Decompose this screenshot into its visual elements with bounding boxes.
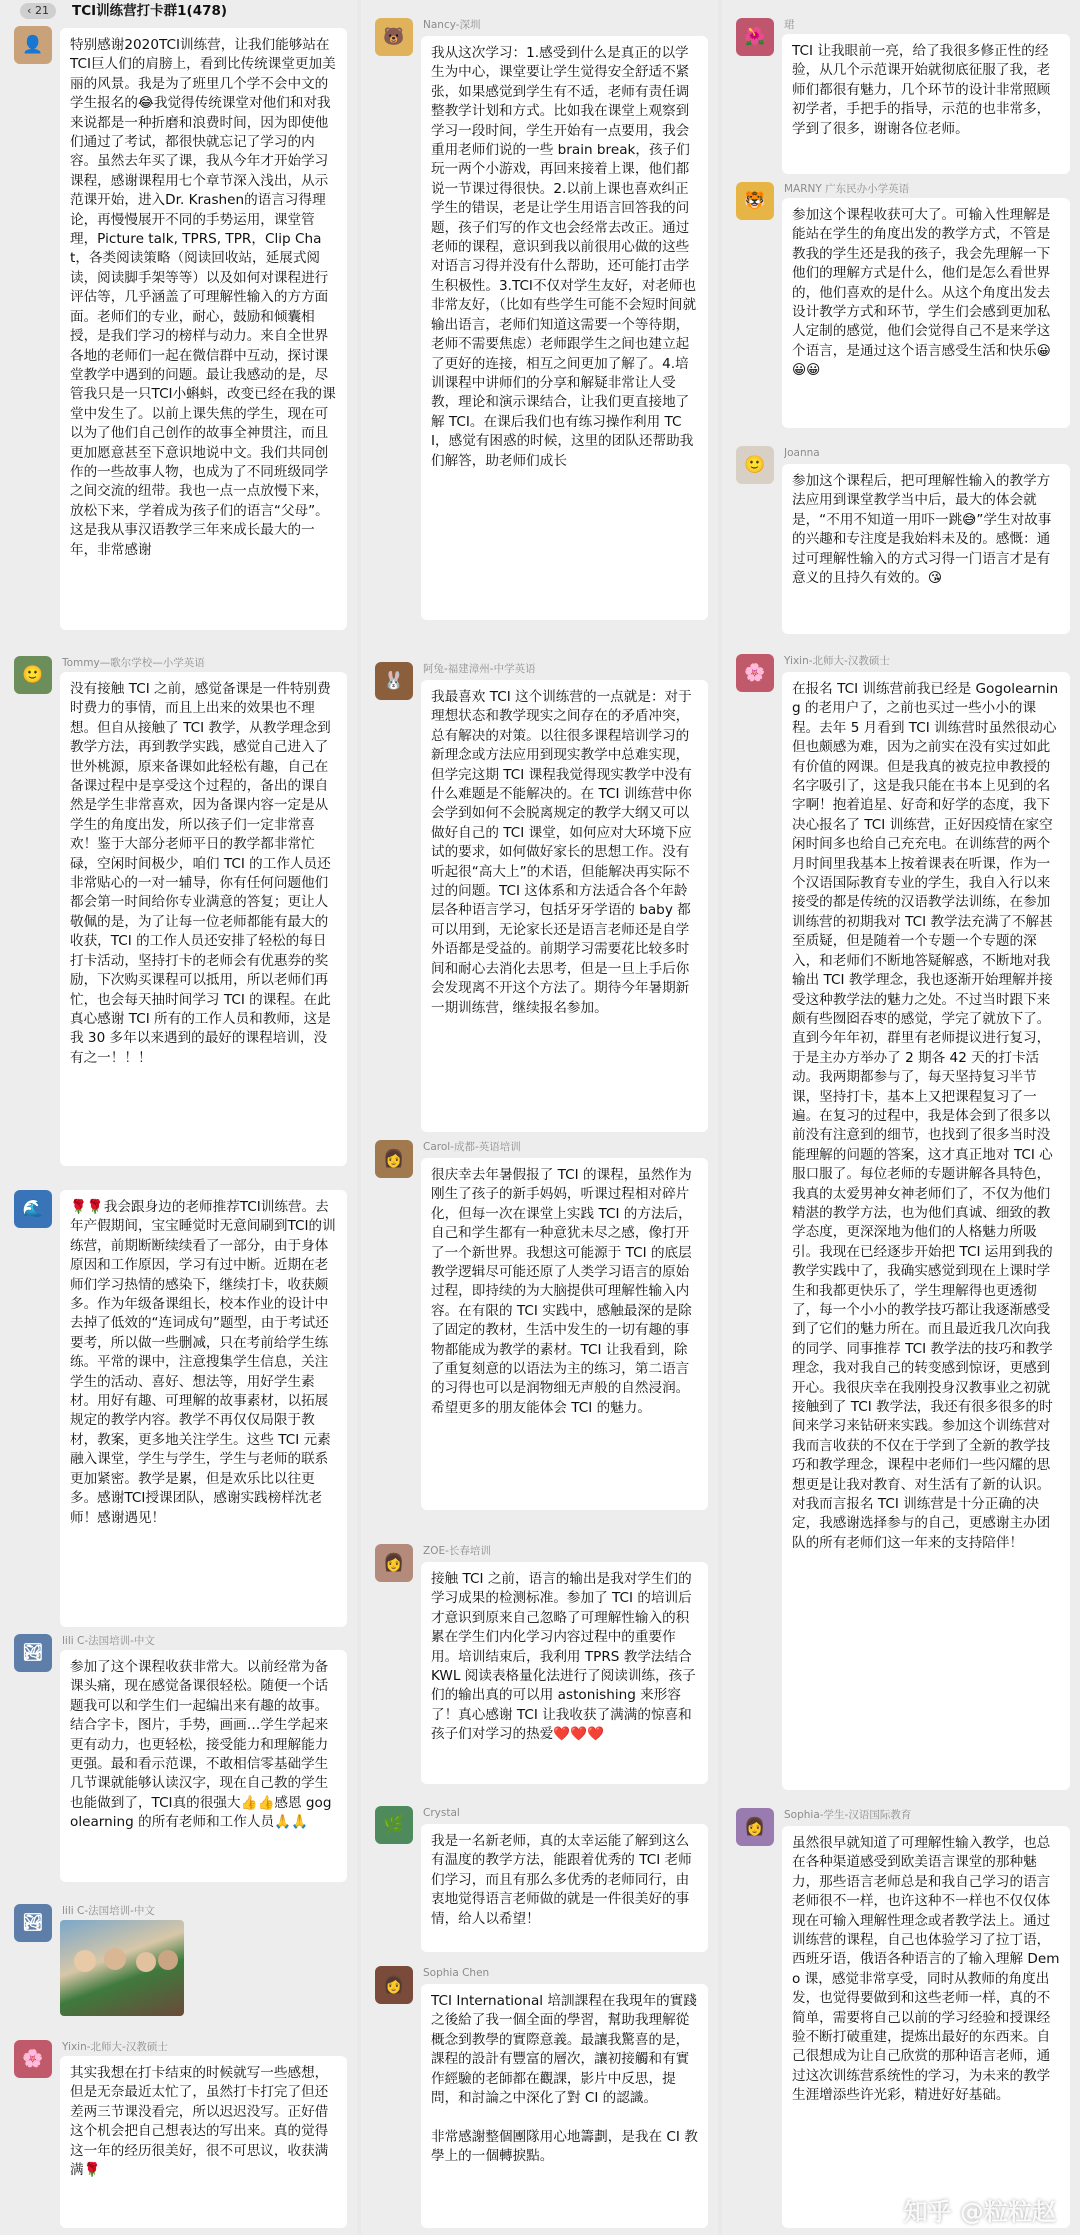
message-bubble[interactable]: 参加这个课程后，把可理解性输入的教学方法应用到课堂教学当中后，最大的体会就是，“不用不知道一用吓一跳😅”学生对故事的兴趣和专注度是我始料未及的。感慨：通过可理解性输入的方式习得一门语言才是有意义的且持久有效的。😘	[782, 464, 1070, 634]
avatar-icon[interactable]: 🌿	[375, 1806, 413, 1844]
message-bubble[interactable]: 我是一名新老师，真的太幸运能了解到这么有温度的教学方法，能跟着优秀的 TCI 老师们学习，而且有那么多优秀的老师同行，由衷地觉得语言老师做的就是一件很美好的事情，给人以希望！	[421, 1824, 708, 1952]
avatar-icon[interactable]: 🌺	[736, 18, 774, 56]
classroom-photo[interactable]	[60, 1920, 184, 2016]
message-bubble[interactable]: TCI 让我眼前一亮，给了我很多修正性的经验，从几个示范课开始就彻底征服了我，老师们都很有魅力，几个环节的设计非常照顾初学者，手把手的指导，示范的也非常多，学到了很多，谢谢各位老师。	[782, 34, 1070, 174]
sender-name: Yixin-北师大-汉教硕士	[62, 2041, 168, 2053]
sender-name: Carol-成都-英语培训	[423, 1141, 521, 1153]
sender-name: ZOE-长春培训	[423, 1545, 491, 1557]
avatar-icon[interactable]: 🙂	[14, 656, 52, 694]
message-bubble[interactable]: 其实我想在打卡结束的时候就写一些感想，但是无奈最近太忙了，虽然打卡打完了但还差两三节课没看完，所以迟迟没写。正好借这个机会把自己想表达的写出来。真的觉得这一年的经历很美好，很不可思议，收获满满🌹	[60, 2056, 347, 2228]
unread-count: 21	[34, 4, 49, 17]
message-bubble[interactable]: TCI International 培訓課程在我現年的實踐之後給了我一個全面的學習，幫助我理解從概念到教學的實際意義。最讓我驚喜的是，課程的設計有豐富的層次，讓初接觸和有實作經驗的老師都在觀課，影片中反思，提問，和討論之中深化了對 CI 的認識。 非常感謝整個團隊用心地籌劃，是我在 CI 教學上的一個轉捩點。	[421, 1984, 708, 2228]
screenshot-column-2	[361, 0, 718, 2235]
message-bubble[interactable]: 接触 TCI 之前，语言的输出是我对学生们的学习成果的检测标准。参加了 TCI 的培训后才意识到原来自己忽略了可理解性输入的积累在学生们内化学习内容过程中的重要作用。培训结束后，我利用 TPRS 教学法结合 KWL 阅读表格量化法进行了阅读训练，孩子们的输出真的可以用 astonishing 来形容了！真心感谢 TCI 让我收获了满满的惊喜和孩子们对学习的热爱❤️❤️❤️	[421, 1562, 708, 1784]
chat-title: TCI训练营打卡群1(478)	[72, 3, 228, 19]
sender-name: Yixin-北师大-汉教硕士	[784, 655, 890, 667]
sender-name: Nancy-深圳	[423, 19, 481, 31]
avatar-icon[interactable]: 🏞	[14, 1634, 52, 1672]
sender-name: 阿兔-福建漳州-中学英语	[423, 663, 536, 675]
avatar-icon[interactable]: 👩	[736, 1808, 774, 1846]
message-bubble[interactable]: 没有接触 TCI 之前，感觉备课是一件特别费时费力的事情，而且上出来的效果也不理想。但自从接触了 TCI 教学，从教学理念到教学方法，再到教学实践，感觉自己进入了世外桃源，原来备课如此轻松有趣，自己在备课过程中是享受这个过程的，备出的课自然是学生非常喜欢，因为备课内容一定是从学生的角度出发，所以孩子们一定非常喜欢！鉴于大部分老师平日的教学都非常忙碌，空闲时间极少，咱们 TCI 的工作人员还非常贴心的一对一辅导，你有任何问题他们都会第一时间给你专业满意的答复；更让人敬佩的是，为了让每一位老师都能有最大的收获，TCI 的工作人员还安排了轻松的每日打卡活动，坚持打卡的老师会有优惠券的奖励，下次购买课程可以抵用，所以老师们再忙，也会每天抽时间学习 TCI 的课程。在此真心感谢 TCI 所有的工作人员和教师，这是我 30 多年以来遇到的最好的课程培训，没有之一！！！	[60, 672, 347, 1166]
sender-name: Tommy—歌尔学校—小学英语	[62, 657, 205, 669]
avatar-icon[interactable]: 👩	[375, 1966, 413, 2004]
message-bubble[interactable]: 在报名 TCI 训练营前我已经是 Gogolearning 的老用户了，之前也买过一些小小的课程。去年 5 月看到 TCI 训练营时虽然很动心但也颇感为难，因为之前实在没有实过如此有价值的网课。但是我真的被克拉申教授的名字吸引了，这是我只能在书本上见到的名字啊！抱着追星、好奇和好学的态度，我下决心报名了 TCI 训练营，正好因疫情在家空闲时间多也给自己充充电。在训练营的两个月时间里我基本上按着课表在听课，作为一个汉语国际教育专业的学生，我自入行以来接受的都是传统的汉语教学法训练，在参加训练营的初期我对 TCI 教学法充满了不解甚至质疑，但是随着一个专题一个专题的深入，和老师们不断地答疑解惑，不断地对我输出 TCI 教学理念，我也逐渐开始理解并接受这种教学法的魅力之处。不过当时跟下来颇有些囫囵吞枣的感觉，学完了就放下了。直到今年年初，群里有老师提议进行复习，于是主办方举办了 2 期各 42 天的打卡活动。我两期都参与了，每天坚持复习半节课，坚持打卡，基本上又把课程复习了一遍。在复习的过程中，我是体会到了很多以前没有注意到的细节，也找到了很多当时没能理解的问题的答案，这才真正地对 TCI 心服口服了。每位老师的专题讲解各具特色，我真的太爱男神女神老师们了，不仅为他们精湛的教学方法，也为他们真诚、细致的教学态度，更深深地为他们的人格魅力所吸引。我现在已经逐步开始把 TCI 运用到我的教学实践中了，我确实感觉到现在上课时学生和我都更快乐了，学生理解得也更透彻了，每一个小小的教学技巧都让我逐渐感受到了它们的魅力所在。而且最近我几次向我的同学、同事推荐 TCI 教学法的技巧和教学理念，我对我自己的转变感到惊讶，更感到开心。我很庆幸在我刚投身汉教事业之初就接触到了 TCI 教学法，我还有很多很多的时间来学习来钻研来实践。参加这个训练营对我而言收获的不仅在于学到了全新的教学技巧和教学理念，课程中老师们一些闪耀的思想更是让我对教育、对生活有了新的认识。对我而言报名 TCI 训练营是十分正确的决定，我感谢选择参与的自己，更感谢主办团队的所有老师们这一年来的支持陪伴！	[782, 672, 1070, 1790]
avatar-icon[interactable]: 🙂	[736, 446, 774, 484]
sender-name: Joanna	[784, 447, 820, 459]
sender-name: Crystal	[423, 1807, 460, 1819]
avatar-icon[interactable]: 🐯	[736, 182, 774, 220]
sender-name: 珺	[784, 19, 795, 31]
watermark: 知乎 @粒粒赵	[903, 2198, 1056, 2226]
message-bubble[interactable]: 虽然很早就知道了可理解性输入教学，也总在各种渠道感受到欧美语言课堂的那种魅力，那些语言老师总是和我自己学习的语言老师很不一样，也许这种不一样也不仅仅体现在可输入理解性理念或者教学法上。通过训练营的课程，自己也体验学习了拉丁语，西班牙语，俄语各种语言的了输入理解 Demo 课，感觉非常享受，同时从教师的角度出发，也觉得要做到和这些老师一样，真的不简单，需要将自己以前的学习经验和授课经验不断打破重建，提炼出最好的东西来。自己很想成为让自己欣赏的那种语言老师，通过这次训练营系统性的学习，为未来的教学生涯增添些许光彩，精进好好基础。	[782, 1826, 1070, 2228]
avatar-icon[interactable]: 🏞	[14, 1904, 52, 1942]
avatar-icon[interactable]: 👤	[14, 26, 52, 64]
sender-name: lili C-法国培训-中文	[62, 1905, 155, 1917]
message-bubble[interactable]: 参加这个课程收获可大了。可输入性理解是能站在学生的角度出发的教学方式，不管是教我的学生还是我的孩子，我会先理解一下他们的理解方式是什么，他们是怎么看世界的，他们喜欢的是什么。从这个角度出发去设计教学方式和环节，学生们会感到更加私人定制的感觉，他们会觉得自己不是来学这个语言，是通过这个语言感受生活和快乐😀😀😀	[782, 198, 1070, 428]
sender-name: Sophia-学生-汉语国际教育	[784, 1809, 912, 1821]
sender-name: lili C-法国培训-中文	[62, 1635, 155, 1647]
avatar-icon[interactable]: 🐻	[375, 18, 413, 56]
avatar-icon[interactable]: 🌸	[736, 654, 774, 692]
sender-name: MARNY 广东民办小学英语	[784, 183, 910, 195]
message-bubble[interactable]: 我最喜欢 TCI 这个训练营的一点就是：对于理想状态和教学现实之间存在的矛盾冲突，总有解决的对策。以往很多课程培训学习的新理念或方法应用到现实教学中总难实现，但学完这期 TCI 课程我觉得现实教学中没有什么难题是不能解决的。在 TCI 训练营中你会学到如何不会脱离规定的教学大纲又可以做好自己的 TCI 课堂，如何应对大环境下应试的要求，如何做好家长的思想工作。没有听起很“高大上”的术语，但能解决再实际不过的问题。TCI 这体系和方法适合各个年龄层各种语言学习，包括牙牙学语的 baby 都可以用到，无论家长还是语言老师还是自学外语都是受益的。前期学习需要花比较多时间和耐心去消化去思考，但是一旦上手后你会发现离不开这个方法了。期待今年暑期新一期训练营，继续报名参加。	[421, 680, 708, 1132]
screenshot-column-1	[0, 0, 357, 2235]
message-bubble[interactable]: 特别感谢2020TCI训练营，让我们能够站在TCI巨人们的肩膀上，看到比传统课堂更加美丽的风景。我是为了班里几个学不会中文的学生报名的😂我觉得传统课堂对他们和对我来说都是一种折磨和浪费时间，因为即使他们通过了考试，都很快就忘记了学习的内容。虽然去年买了课，我从今年才开始学习课程，感谢课程用七个章节深入浅出，从示范课开始，进入Dr. Krashen的语言习得理论，再慢慢展开不同的手势运用，课堂管理，Picture talk, TPRS, TPR，Clip Chat，各类阅读策略（阅读回收站，延展式阅读，阅读脚手架等等）以及如何对课程进行评估等，几乎涵盖了可理解性输入的方方面面。老师们的专业，耐心，鼓励和倾囊相授，是我们学习的榜样与动力。来自全世界各地的老师们一起在微信群中互动，探讨课堂教学中遇到的问题。最让我感动的是，尽管我只是一只TCI小蝌蚪，改变已经在我的课堂中发生了。以前上课失焦的学生，现在可以为了他们自己创作的故事全神贯注，而且更加愿意甚至下意识地说中文。我们共同创作的一些故事人物，也成为了不同班级同学之间交流的纽带。我也一点一点放慢下来，放松下来，学着成为孩子们的语言“父母”。这是我从事汉语教学三年来成长最大的一年，非常感谢	[60, 28, 347, 630]
avatar-icon[interactable]: 👩	[375, 1544, 413, 1582]
message-bubble[interactable]: 参加了这个课程收获非常大。以前经常为备课头痛，现在感觉备课很轻松。随便一个话题我可以和学生们一起编出来有趣的故事。结合字卡，图片，手势，画画…学生学起来更有动力，也更轻松，接受能力和理解能力更强。最和看示范课，不敢相信零基础学生几节课就能够认读汉字，现在自己教的学生也能做到了，TCI真的很强大👍👍感恩 gogolearning 的所有老师和工作人员🙏🙏	[60, 1650, 347, 1882]
back-button[interactable]: ‹ 21	[20, 3, 56, 19]
chat-header	[0, 0, 357, 22]
avatar-icon[interactable]: 🐰	[375, 662, 413, 700]
avatar-icon[interactable]: 🌸	[14, 2040, 52, 2078]
sender-name: Sophia Chen	[423, 1967, 490, 1979]
message-bubble[interactable]: 🌹🌹我会跟身边的老师推荐TCI训练营。去年产假期间，宝宝睡觉时无意间刷到TCI的训练营，前期断断续续看了一部分，由于身体原因和工作原因，学习有过中断。近期在老师们学习热情的感染下，继续打卡，收获颇多。作为年级备课组长，校本作业的设计中去掉了低效的“连词成句”题型，由于考试还要考，所以做一些删减，只在考前给学生练练。平常的课中，注意搜集学生信息，关注学生的活动、喜好、想法等，用好学生素材。用好有趣、可理解的故事素材，以拓展规定的教学内容。教学不再仅仅局限于教材，教案，更多地关注学生。这些 TCI 元素融入课堂，学生与学生，学生与老师的联系更加紧密。教学是累，但是欢乐比以往更多。感谢TCI授课团队，感谢实践榜样沈老师！感谢遇见！	[60, 1190, 347, 1627]
avatar-icon[interactable]: 👩	[375, 1140, 413, 1178]
message-bubble[interactable]: 很庆幸去年暑假报了 TCI 的课程，虽然作为刚生了孩子的新手妈妈，听课过程相对碎片化，但每一次在课堂上实践 TCI 的方法后，自己和学生都有一种意犹未尽之感，像打开了一个新世界。我想这可能源于 TCI 的底层教学逻辑尽可能还原了人类学习语言的原始过程，即持续的为大脑提供可理解性输入内容。在有限的 TCI 实践中，感触最深的是除了固定的教材，生活中发生的一切有趣的事物都能成为教学的素材。TCI 让我看到，除了重复刻意的以语法为主的练习，第二语言的习得也可以是润物细无声般的自然浸润。希望更多的朋友能体会 TCI 的魅力。	[421, 1158, 708, 1510]
avatar-icon[interactable]: 🌊	[14, 1190, 52, 1228]
screenshot-column-3	[722, 0, 1080, 2235]
message-bubble[interactable]: 我从这次学习：1.感受到什么是真正的以学生为中心，课堂要让学生觉得安全舒适不紧张，如果感觉到学生有不适，老师有责任调整教学计划和方式。比如我在课堂上观察到学习一段时间，学生开始有一点要用，我会重用老师们说的一些 brain break，孩子们玩一两个小游戏，再回来接着上课，他们都说一节课过得很快。2.以前上课也喜欢纠正学生的错误，老是让学生用语言回答我的问题，孩子们写的作文也会经常去改正。通过老师的课程，意识到我以前很用心做的这些对语言习得并没有什么帮助，还可能打击学生积极性。3.TCI不仅对学生友好，对老师也非常友好，（比如有些学生可能不会短时间就输出语言，老师们知道这需要一个等待期，老师不需要焦虑）老师跟学生之间也建立起了更好的连接，相互之间更加了解了。4.培训课程中讲师们的分享和解疑非常让人受教，理论和演示课结合，让我们更直接地了解 TCI。在课后我们也有练习操作利用 TCI，感觉有困惑的时候，这里的团队还帮助我们解答，助老师们成长	[421, 36, 708, 620]
